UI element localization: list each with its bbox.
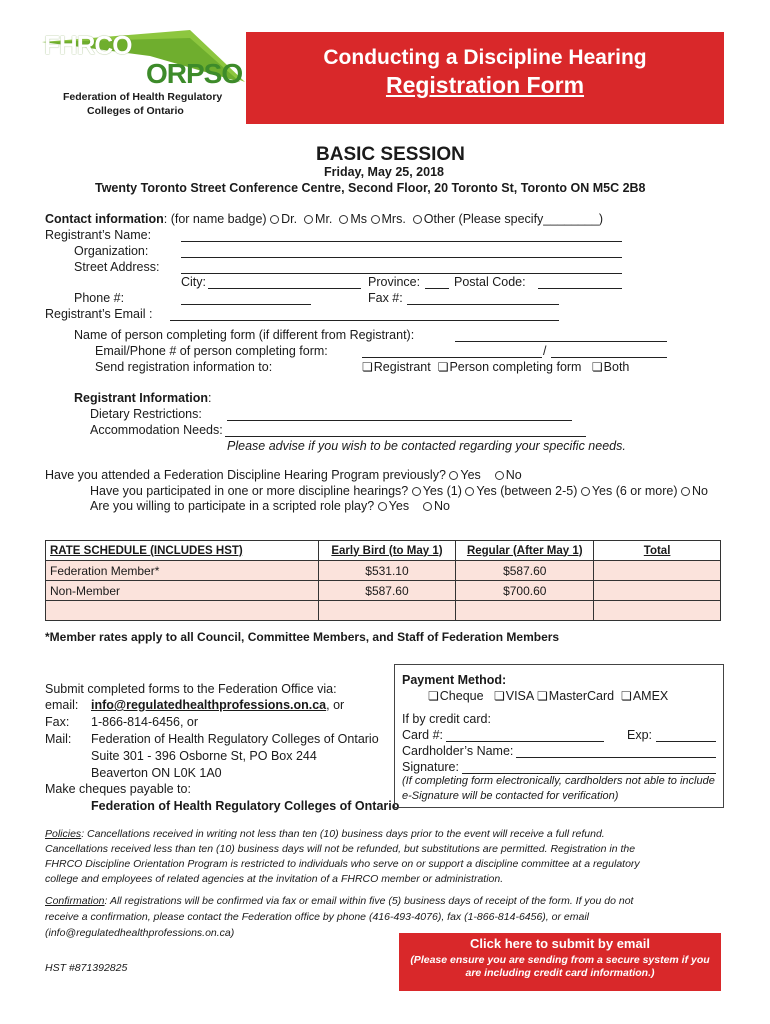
email-label: Registrant’s Email : — [45, 307, 153, 321]
mail-address-line1: Federation of Health Regulatory Colleges of Ontario — [91, 732, 379, 746]
radio-icon[interactable] — [581, 487, 590, 496]
title-option-mrs[interactable]: Mrs. — [371, 212, 406, 226]
e-signature-note: (If completing form electronically, cardholders not able to include e-Signature will be contacted for verification) — [402, 775, 715, 802]
submit-intro: Submit completed forms to the Federation Office via: — [45, 682, 337, 696]
question-participated: Have you participated in one or more discipline hearings? Yes (1) Yes (between 2-5) Yes (6 or more) No — [90, 484, 709, 498]
logo-orpso-text: ORPSO — [146, 58, 243, 89]
postal-field[interactable] — [538, 288, 622, 289]
title-option-ms[interactable]: Ms — [336, 212, 367, 226]
pay-option-cheque[interactable]: ❏Cheque — [428, 689, 484, 703]
radio-icon[interactable] — [423, 502, 432, 511]
table-row — [46, 601, 721, 621]
title-option-mr[interactable]: Mr. — [301, 212, 333, 226]
regular-price: $700.60 — [456, 581, 594, 601]
contact-advise-note: Please advise if you wish to be contacted regarding your specific needs. — [227, 439, 626, 453]
form-title-line2: Registration Form — [385, 72, 585, 98]
org-name-line2: Colleges of Ontario — [87, 105, 184, 117]
regular-price: $587.60 — [456, 561, 594, 581]
question-attended: Have you attended a Federation Discipline Hearing Program previously? Yes No — [45, 468, 522, 482]
submit-email-link[interactable]: info@regulatedhealthprofessions.on.ca — [91, 698, 327, 712]
submit-by-email-button[interactable] — [399, 933, 721, 991]
early-bird-price — [318, 601, 456, 621]
registrant-info-heading: Registrant Information: — [74, 391, 212, 405]
title-banner — [246, 32, 724, 124]
title-option-dr[interactable]: Dr. — [270, 212, 297, 226]
registrant-name-label: Registrant’s Name: — [45, 228, 152, 242]
send-option-registrant[interactable]: ❏Registrant — [362, 360, 431, 374]
radio-icon[interactable] — [270, 215, 279, 224]
completer-name-field[interactable] — [455, 341, 667, 342]
slash-separator: / — [543, 344, 547, 358]
radio-icon[interactable] — [449, 471, 458, 480]
send-to-label: Send registration information to: — [95, 360, 273, 374]
col-header-rate: RATE SCHEDULE (INCLUDES HST) — [46, 541, 319, 561]
q3-option-yes[interactable]: Yes — [378, 499, 409, 513]
street-label: Street Address: — [74, 260, 160, 274]
mail-address-line3: Beaverton ON L0K 1A0 — [91, 766, 222, 780]
rate-category: Non-Member — [46, 581, 319, 601]
table-row — [46, 581, 721, 601]
pay-option-visa[interactable]: ❏VISA — [493, 689, 534, 703]
cardholder-field[interactable] — [516, 757, 716, 758]
card-number-field[interactable] — [446, 741, 604, 742]
registrant-name-field[interactable] — [181, 241, 622, 242]
payment-options — [428, 689, 668, 703]
postal-label: Postal Code: — [454, 275, 526, 289]
checkbox-bullet-icon[interactable]: ❏ — [437, 360, 449, 374]
send-to-options — [362, 360, 629, 374]
payment-heading: Payment Method: — [402, 673, 507, 687]
checkbox-bullet-icon[interactable]: ❏ — [493, 689, 505, 703]
col-header-total: Total — [594, 541, 721, 561]
org-name-line1: Federation of Health Regulatory — [63, 91, 223, 103]
street-field[interactable] — [181, 273, 622, 274]
pay-option-mastercard[interactable]: ❏MasterCard — [537, 689, 615, 703]
confirmation-block: Confirmation: All registrations will be confirmed via fax or email within five (5) business days of receipt of the form. If you do not receive a confirmation, please contact the Federation office by phone (416-493-4076), fax (1-866-814-6456), or email (info@regulatedhealthprofessions.on.ca) — [45, 895, 634, 939]
radio-icon[interactable] — [412, 487, 421, 496]
send-option-both[interactable]: ❏Both — [591, 360, 630, 374]
email-field[interactable] — [170, 320, 559, 321]
organization-field[interactable] — [181, 257, 622, 258]
total-cell[interactable] — [594, 561, 721, 581]
early-bird-price: $531.10 — [318, 561, 456, 581]
exp-field[interactable] — [656, 741, 716, 742]
dietary-field[interactable] — [227, 420, 572, 421]
submit-fax-value: 1-866-814-6456, or — [91, 715, 199, 729]
dietary-label: Dietary Restrictions: — [90, 407, 202, 421]
completer-name-label: Name of person completing form (if different from Registrant): — [74, 328, 415, 342]
title-option-other[interactable]: Other (Please specify________) — [409, 212, 603, 226]
checkbox-bullet-icon[interactable]: ❏ — [591, 360, 603, 374]
session-date: Friday, May 25, 2018 — [324, 165, 444, 179]
q1-option-no[interactable]: No — [495, 468, 522, 482]
fax-label: Fax #: — [368, 291, 403, 305]
accommodation-label: Accommodation Needs: — [90, 423, 223, 437]
checkbox-bullet-icon[interactable]: ❏ — [428, 689, 439, 703]
early-bird-price: $587.60 — [318, 581, 456, 601]
member-rate-note: *Member rates apply to all Council, Committee Members, and Staff of Federation Members — [45, 630, 560, 644]
mail-address-line2: Suite 301 - 396 Osborne St, PO Box 244 — [91, 749, 317, 763]
col-header-regular: Regular (After May 1) — [456, 541, 594, 561]
rate-category: Federation Member* — [46, 561, 319, 581]
radio-icon[interactable] — [413, 215, 422, 224]
fax-field[interactable] — [407, 304, 559, 305]
checkbox-bullet-icon[interactable]: ❏ — [537, 689, 548, 703]
policies-label: Policies — [45, 828, 82, 840]
signature-label: Signature: — [402, 760, 459, 774]
hst-number: HST #871392825 — [45, 962, 128, 974]
total-cell[interactable] — [594, 601, 721, 621]
table-row — [46, 561, 721, 581]
session-title: BASIC SESSION — [316, 144, 465, 165]
q3-option-no[interactable]: No — [423, 499, 450, 513]
form-title-line1: Conducting a Discipline Hearing — [323, 46, 647, 69]
col-header-early-bird: Early Bird (to May 1) — [318, 541, 456, 561]
send-option-completer[interactable]: ❏Person completing form — [437, 360, 582, 374]
pay-option-amex[interactable]: ❏AMEX — [621, 689, 669, 703]
credit-card-label: If by credit card: — [402, 712, 491, 726]
province-label: Province: — [368, 275, 421, 289]
q2-option-yes1[interactable]: Yes (1) — [412, 484, 462, 498]
card-number-label: Card #: — [402, 728, 443, 742]
radio-icon[interactable] — [495, 471, 504, 480]
radio-icon[interactable] — [465, 487, 474, 496]
submit-button-note1: (Please ensure you are sending from a secure system if you — [410, 954, 710, 966]
regular-price — [456, 601, 594, 621]
total-cell[interactable] — [594, 581, 721, 601]
table-header-row — [46, 541, 721, 561]
submit-button-note2: are including credit card information.) — [465, 967, 655, 979]
radio-icon[interactable] — [339, 215, 348, 224]
city-field[interactable] — [208, 288, 361, 289]
submit-fax-label: Fax: — [45, 715, 70, 729]
city-label: City: — [181, 275, 206, 289]
cardholder-label: Cardholder’s Name: — [402, 744, 514, 758]
province-field[interactable] — [425, 288, 449, 289]
contact-title-row — [45, 212, 603, 226]
phone-label: Phone #: — [74, 291, 125, 305]
radio-icon[interactable] — [378, 502, 387, 511]
submit-mail-label: Mail: — [45, 732, 72, 746]
contact-label: Contact information — [45, 212, 164, 226]
cheques-label: Make cheques payable to: — [45, 782, 191, 796]
policies-block: Policies: Cancellations received in writing not less than ten (10) business days prior to the event will receive a full refund. Cancellations received less than ten (10) business days will not be refunded, but substitutions are permitted. Registration in the FHRCO Discipline Orientation Program is restricted to individuals who serve on or support a discipline committee at a regulatory college and employees of related agencies at the invitation of a FHRCO member or administration. — [45, 828, 640, 885]
submit-button-title: Click here to submit by email — [470, 936, 650, 951]
confirmation-label: Confirmation — [45, 895, 105, 907]
logo-fhrco-text: FHRCO — [44, 30, 132, 60]
rate-category — [46, 601, 319, 621]
checkbox-bullet-icon[interactable]: ❏ — [362, 360, 373, 374]
cheque-payee: Federation of Health Regulatory Colleges of Ontario — [91, 799, 400, 813]
rate-schedule-table — [45, 540, 721, 621]
exp-label: Exp: — [627, 728, 653, 742]
q2-option-yes6[interactable]: Yes (6 or more) — [581, 484, 678, 498]
completer-email-field[interactable] — [362, 357, 542, 358]
question-role-play: Are you willing to participate in a scripted role play? Yes No — [90, 499, 450, 513]
submit-email-label: email: — [45, 698, 79, 712]
radio-icon[interactable] — [371, 215, 380, 224]
session-venue: Twenty Toronto Street Conference Centre, Second Floor, 20 Toronto St, Toronto ON M5C 2B8 — [95, 181, 646, 195]
accommodation-field[interactable] — [225, 436, 586, 437]
radio-icon[interactable] — [681, 487, 690, 496]
phone-field[interactable] — [181, 304, 311, 305]
submit-email-row: info@regulatedhealthprofessions.on.ca, or — [91, 698, 345, 712]
contact-hint: : (for name badge) — [163, 212, 267, 226]
completer-contact-label: Email/Phone # of person completing form: — [95, 344, 328, 358]
organization-label: Organization: — [74, 244, 149, 258]
checkbox-bullet-icon[interactable]: ❏ — [621, 689, 632, 703]
q2-option-no[interactable]: No — [681, 484, 708, 498]
completer-phone-field[interactable] — [551, 357, 667, 358]
q1-option-yes[interactable]: Yes — [449, 468, 480, 482]
radio-icon[interactable] — [304, 215, 313, 224]
q2-option-yes2-5[interactable]: Yes (between 2-5) — [465, 484, 577, 498]
